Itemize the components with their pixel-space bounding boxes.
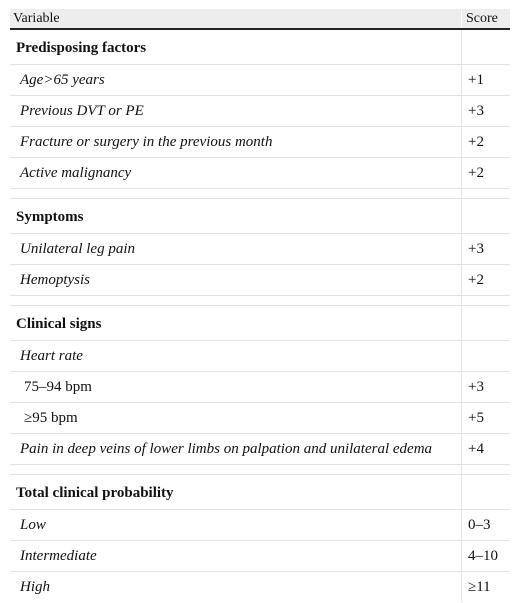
row-score: +5 — [468, 410, 484, 426]
row-score — [462, 341, 510, 371]
row-score: +3 — [468, 379, 484, 395]
row-label: ≥95 bpm — [10, 403, 462, 433]
row-score: +1 — [468, 72, 484, 88]
row-score: +2 — [468, 134, 484, 150]
table-row — [10, 403, 510, 434]
row-score: ≥11 — [468, 579, 491, 595]
section-spacer — [10, 189, 510, 199]
table-row — [10, 127, 510, 158]
header-variable: Variable — [10, 9, 462, 28]
row-label: Intermediate — [10, 541, 462, 571]
header-score: Score — [466, 11, 498, 26]
row-label: Fracture or surgery in the previous month — [10, 127, 462, 157]
table-row — [10, 265, 510, 296]
row-score: +3 — [468, 103, 484, 119]
row-label: Heart rate — [10, 341, 462, 371]
section-symptoms — [10, 199, 510, 234]
row-label: Low — [10, 510, 462, 540]
section-clinical-signs — [10, 306, 510, 341]
row-label: 75–94 bpm — [10, 372, 462, 402]
table-header — [10, 9, 510, 30]
row-label: Active malignancy — [10, 158, 462, 188]
row-label: Previous DVT or PE — [10, 96, 462, 126]
row-label: High — [10, 572, 462, 602]
section-spacer — [10, 296, 510, 306]
row-score: 0–3 — [468, 517, 491, 533]
row-label: Hemoptysis — [10, 265, 462, 295]
score-table — [10, 9, 510, 602]
section-spacer — [10, 465, 510, 475]
section-predisposing-factors — [10, 30, 510, 65]
row-label: Unilateral leg pain — [10, 234, 462, 264]
row-label: Age>65 years — [10, 65, 462, 95]
row-score: +4 — [468, 441, 484, 457]
table-row — [10, 434, 510, 465]
table-row — [10, 372, 510, 403]
table-row — [10, 158, 510, 189]
section-total-clinical-probability — [10, 475, 510, 510]
section-title: Symptoms — [10, 199, 462, 233]
row-score: +2 — [468, 165, 484, 181]
table-row — [10, 541, 510, 572]
row-score: +2 — [468, 272, 484, 288]
table-row — [10, 65, 510, 96]
section-title: Total clinical probability — [10, 475, 462, 509]
table-row — [10, 341, 510, 372]
row-score: 4–10 — [468, 548, 498, 564]
row-score: +3 — [468, 241, 484, 257]
table-row — [10, 234, 510, 265]
section-title: Clinical signs — [10, 306, 462, 340]
table-row — [10, 96, 510, 127]
row-label: Pain in deep veins of lower limbs on palpation and unilateral edema — [10, 434, 462, 464]
table-row — [10, 572, 510, 602]
table-row — [10, 510, 510, 541]
section-title: Predisposing factors — [10, 30, 462, 64]
